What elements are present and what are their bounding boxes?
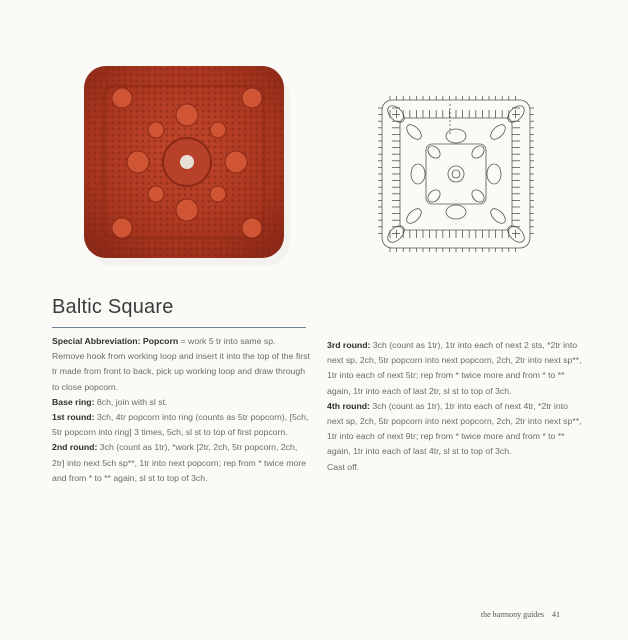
instruction-text: Cast off. xyxy=(327,461,360,472)
page-footer xyxy=(481,610,560,619)
instruction-paragraph xyxy=(52,395,310,410)
instruction-text: 3ch (count as 1tr), 1tr into each of next 2 sts, *2tr into next sp, 2ch, 5tr popcorn into next popcorn, 2ch, 2tr into next sp**, 1tr into each of next 5tr; rep from * twice more and from * to ** again, 1tr into each of last 2tr, sl st to top of 3ch. xyxy=(327,340,582,396)
instruction-label: Base ring: xyxy=(52,396,95,407)
instruction-label: 3rd round: xyxy=(327,340,371,350)
instruction-label: 2nd round: xyxy=(52,442,98,453)
instruction-paragraph xyxy=(52,410,310,440)
instruction-text: 3ch, 4tr popcorn into ring (counts as 5tr popcorn), [5ch, 5tr popcorn into ring] 3 times, 5ch, sl st to top of first popcorn. xyxy=(52,412,309,438)
instruction-label: 4th round: xyxy=(327,400,370,411)
instruction-paragraph xyxy=(327,338,585,399)
instruction-paragraph xyxy=(52,440,310,486)
instructions-right-column xyxy=(327,338,585,475)
instruction-paragraph xyxy=(327,399,585,460)
instruction-paragraph xyxy=(327,460,585,475)
instruction-text: 3ch (count as 1tr), *work [2tr, 2ch, 5tr popcorn, 2ch, 2tr] into next 5ch sp**, 1tr into next popcorn; rep from * twice more and from * to ** again, sl st to top of 3ch. xyxy=(52,442,306,483)
crocheted-square-photo xyxy=(80,60,295,270)
title-divider xyxy=(52,327,306,328)
crochet-chart-diagram xyxy=(378,96,534,252)
instructions-left-column xyxy=(52,334,310,486)
instruction-text: = work 5 tr into same sp. Remove hook from working loop and insert it into the top of the first tr made from front to back, pick up working loop and draw through to close popcorn. xyxy=(52,336,310,392)
book-name: the harmony guides xyxy=(480,610,544,619)
pattern-title: Baltic Square xyxy=(52,296,174,318)
instruction-text: 8ch, join with sl st. xyxy=(94,396,168,407)
instruction-label: 1st round: xyxy=(52,412,95,423)
page-number: 41 xyxy=(552,610,560,619)
instruction-text: 3ch (count as 1tr), 1tr into each of next 4tr, *2tr into next sp, 2ch, 5tr popcorn into next popcorn, 2ch, 2tr into next sp**, 1tr into each of next 9tr; rep from * twice more and from * to ** again, 1tr into each of last 4tr, sl st to top of 3ch. xyxy=(327,400,582,457)
instruction-label: Special Abbreviation: Popcorn xyxy=(52,336,179,346)
instruction-paragraph xyxy=(52,334,310,395)
